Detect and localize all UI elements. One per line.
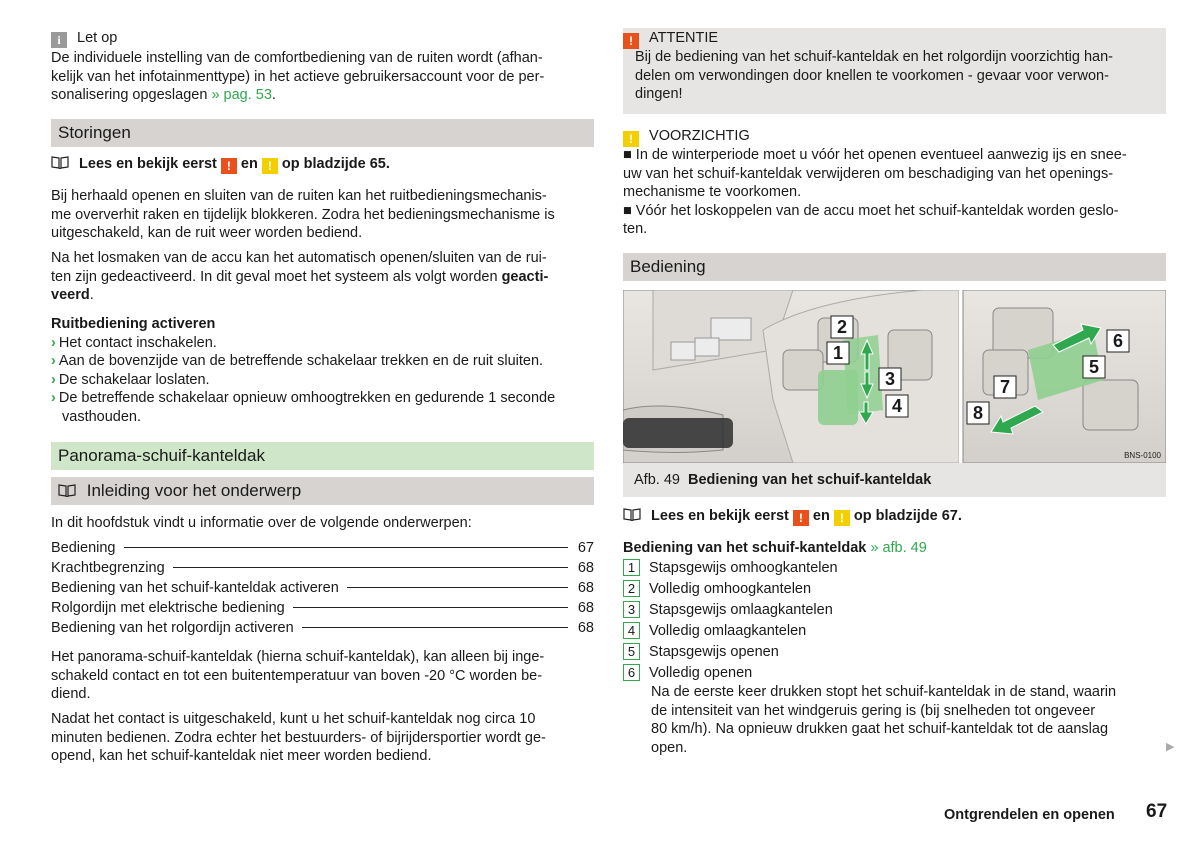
list-item: › De schakelaar loslaten. xyxy=(51,371,210,388)
sunroof-illustration xyxy=(623,290,1166,463)
storingen-para2: Na het losmaken van de accu kan het automatisch openen/sluiten van de rui- ten zijn gedeactiveerd. In dit geval moet het systeem als volgt worden geacti- veerd. xyxy=(51,250,549,303)
note-line: kelijk van het infotainmenttype) in het actieve gebruikersaccount voor de per- xyxy=(51,68,545,85)
bediening-ref: Lees en bekijk eerst ! en ! op bladzijde 67. xyxy=(623,507,1166,526)
attentie-title: ATTENTIE xyxy=(649,30,719,46)
warning-yellow-icon: ! xyxy=(623,131,639,147)
warning-red-icon: ! xyxy=(623,33,639,49)
warning-yellow-icon: ! xyxy=(834,510,850,526)
chevron-right-icon: › xyxy=(51,334,56,351)
figure-label: 2 xyxy=(836,317,848,337)
voorzichtig-title: VOORZICHTIG xyxy=(649,128,750,144)
chevron-right-icon: › xyxy=(51,371,56,388)
list-item: 3 Stapsgewijs omlaagkantelen xyxy=(623,601,1166,622)
toc-row[interactable]: Bediening 67 xyxy=(51,540,594,556)
figure-label: 5 xyxy=(1088,357,1100,377)
toc xyxy=(51,539,594,639)
voorzichtig-block: ! VOORZICHTIG ■ In de winterperiode moet u vóór het openen eventueel aanwezig ijs en snee- uw van het schuif-kanteldak verwijderen om beschadiging van het openings- mechanisme te voorkomen. ■ Vóór het loskoppelen van de accu moet het schuif-kanteldak worden geslo- ten. xyxy=(623,128,1127,237)
bediening-list xyxy=(623,559,1166,757)
toc-row[interactable]: Rolgordijn met elektrische bediening 68 xyxy=(51,600,594,616)
figure-label: 8 xyxy=(972,403,984,423)
list-item: 5 Stapsgewijs openen xyxy=(623,643,1166,664)
page-number: 67 xyxy=(1146,801,1168,822)
book-icon xyxy=(623,508,641,521)
figure-label: 7 xyxy=(999,377,1011,397)
note-line: sonalisering opgeslagen » pag. 53. xyxy=(51,87,276,103)
intro-text: In dit hoofdstuk vindt u informatie over de volgende onderwerpen: xyxy=(51,515,472,531)
note-line: De individuele instelling van de comfortbediening van de ruiten wordt (afhan- xyxy=(51,50,543,66)
panorama-para2: Nadat het contact is uitgeschakeld, kunt u het schuif-kanteldak nog circa 10 minuten bedienen. Zodra echter het bestuurders- of bijrijdersportier wordt ge- opend, kan het schuif-kanteldak niet meer worden bediend. xyxy=(51,711,546,764)
ruitbediening-steps: Ruitbediening activeren › Het contact inschakelen. › Aan de bovenzijde van de betreffende schakelaar trekken en de ruit sluiten. › De schakelaar loslaten. › De betreffende schakelaar opnieuw omhoogtrekken en gedurende 1 seconde vasthouden. xyxy=(51,315,594,426)
list-item: 4 Volledig omlaagkantelen xyxy=(623,622,1166,643)
book-icon xyxy=(51,156,69,169)
list-item: 1 Stapsgewijs omhoogkantelen xyxy=(623,559,1166,580)
note-title: Let op xyxy=(77,30,118,46)
item6-description: Na de eerste keer drukken stopt het schuif-kanteldak in de stand, waarin de intensiteit van het windgeruis gering is (bij snelheden tot ongeveer 80 km/h). Na opnieuw drukken gaat het schuif-kanteldak tot de aanslag open. xyxy=(651,684,1117,756)
info-icon: i xyxy=(51,32,67,48)
figure-label: 6 xyxy=(1112,331,1124,351)
section-heading-bediening: Bediening xyxy=(623,253,1166,281)
figure-label: 4 xyxy=(891,396,903,416)
book-icon xyxy=(58,484,76,497)
list-item: 6 Volledig openen xyxy=(623,664,1166,683)
figure-sunroof-controls xyxy=(623,290,1166,463)
footer-section: Ontgrendelen en openen xyxy=(944,807,1115,823)
list-item: › Aan de bovenzijde van de betreffende schakelaar trekken en de ruit sluiten. xyxy=(51,353,544,369)
storingen-para1: Bij herhaald openen en sluiten van de ruiten kan het ruitbedieningsmechanis- me oververhit raken en tijdelijk blokkeren. Zodra het bedieningsmechanisme is uitgeschakeld, kan de ruit weer worden bediend. xyxy=(51,188,555,241)
panorama-para1: Het panorama-schuif-kanteldak (hierna schuif-kanteldak), kan alleen bij inge- schakeld contact en tot een buitentemperatuur van boven -20 °C worden be- diend. xyxy=(51,649,545,702)
next-page-icon[interactable]: ▶ xyxy=(1166,741,1175,753)
list-item: › Het contact inschakelen. xyxy=(51,334,217,351)
note-block xyxy=(51,29,594,105)
attentie-block: ! ATTENTIE Bij de bediening van het schuif-kanteldak en het rolgordijn voorzichtig han- delen om verwondingen door knellen te voorkomen - gevaar voor verwon- dingen! xyxy=(623,28,1166,114)
warning-red-icon: ! xyxy=(793,510,809,526)
list-item: › De betreffende schakelaar opnieuw omhoogtrekken en gedurende 1 seconde xyxy=(51,390,556,406)
list-item: 2 Volledig omhoogkantelen xyxy=(623,580,1166,601)
intro-heading: Inleiding voor het onderwerp xyxy=(51,477,594,505)
section-heading-storingen: Storingen xyxy=(51,119,594,147)
chevron-right-icon: › xyxy=(51,390,56,406)
figure-caption: Afb. 49 Bediening van het schuif-kanteldak xyxy=(623,463,1166,497)
figure-label: 1 xyxy=(832,343,844,363)
note-header xyxy=(51,29,594,49)
sub-heading: Ruitbediening activeren xyxy=(51,316,216,332)
warning-red-icon: ! xyxy=(221,158,237,174)
chevron-right-icon: › xyxy=(51,353,56,369)
toc-row[interactable]: Krachtbegrenzing 68 xyxy=(51,560,594,576)
figure-code: BNS-0100 xyxy=(1124,451,1161,460)
storingen-ref: Lees en bekijk eerst ! en ! op bladzijde 65. xyxy=(51,155,594,174)
bediening-subheading: Bediening van het schuif-kanteldak » afb. 49 xyxy=(623,540,927,556)
section-heading-panorama: Panorama-schuif-kanteldak xyxy=(51,442,594,470)
figure-label: 3 xyxy=(884,369,896,389)
toc-row[interactable]: Bediening van het schuif-kanteldak activeren 68 xyxy=(51,580,594,596)
warning-yellow-icon: ! xyxy=(262,158,278,174)
figure-link[interactable]: » afb. 49 xyxy=(870,540,927,556)
toc-row[interactable]: Bediening van het rolgordijn activeren 68 xyxy=(51,620,594,636)
page-link[interactable]: » pag. 53 xyxy=(211,87,272,103)
